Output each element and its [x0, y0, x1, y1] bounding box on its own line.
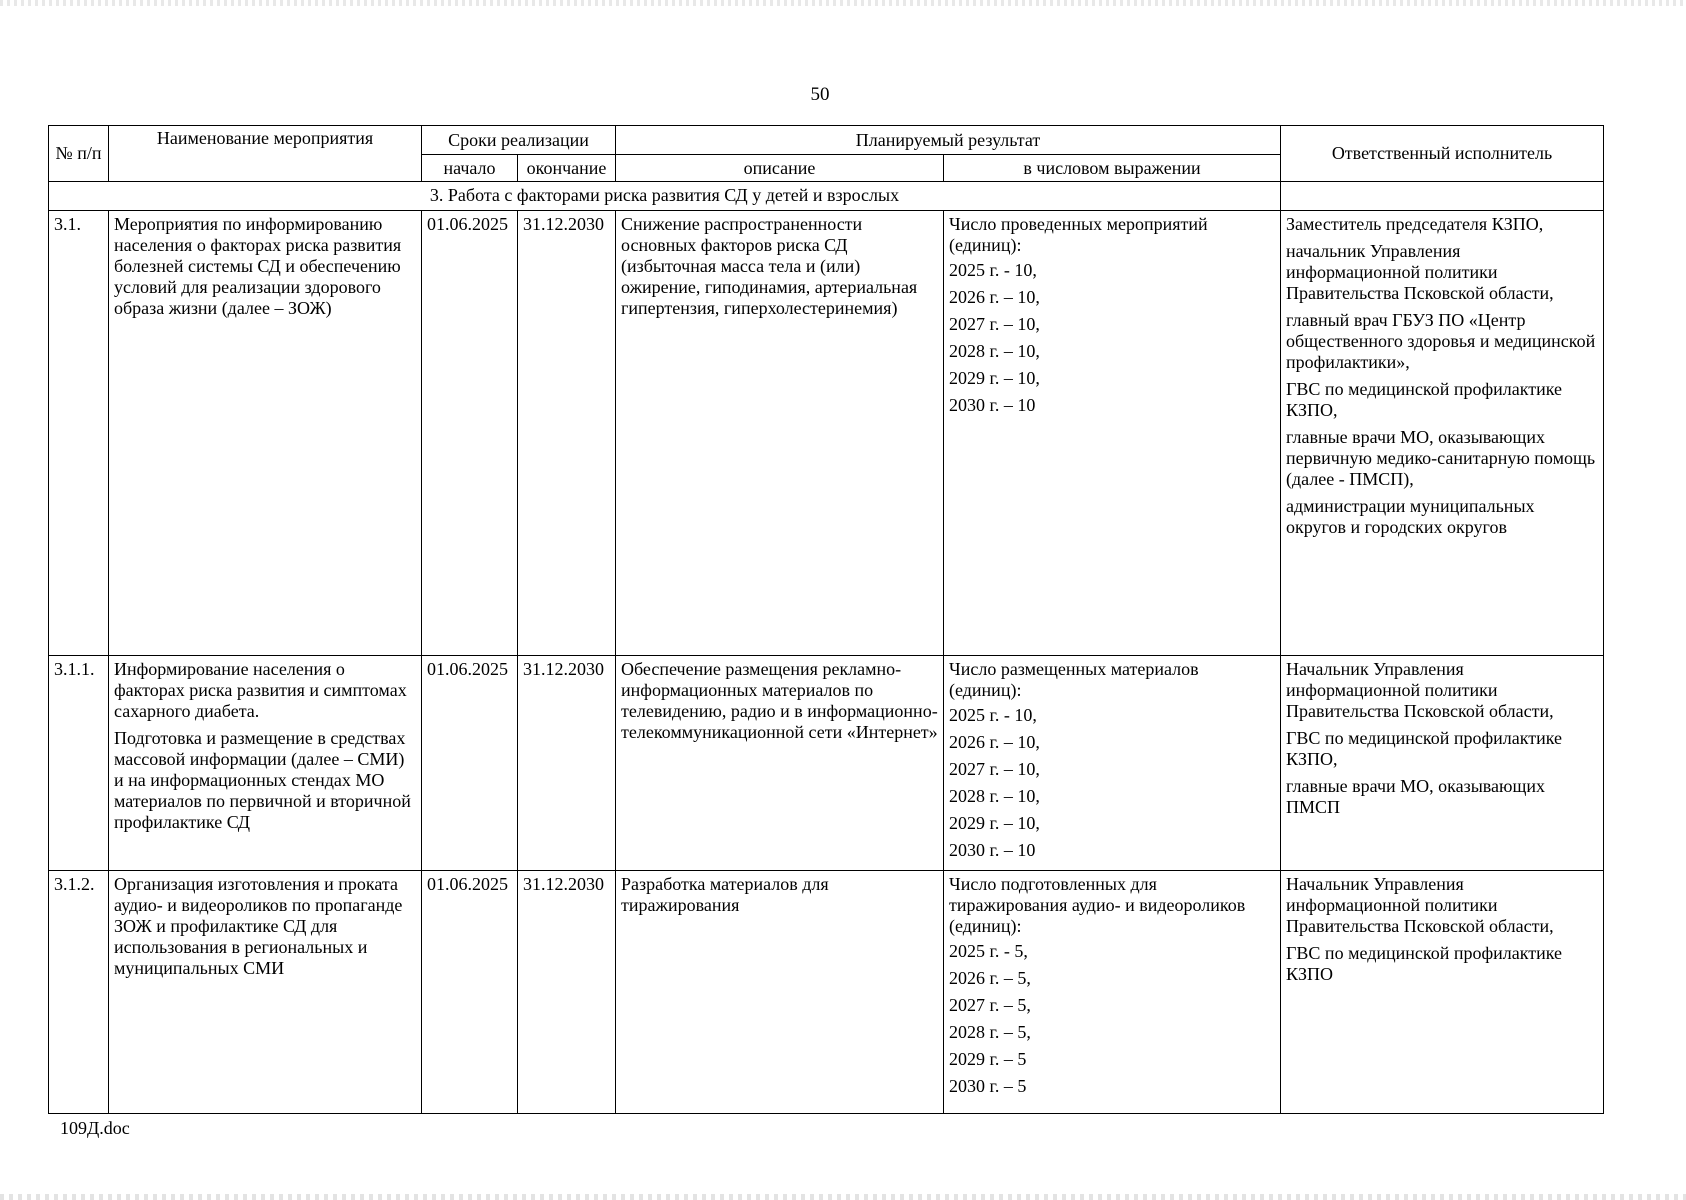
numeric-line: 2030 г. – 5 — [949, 1076, 1027, 1096]
row-description: Обеспечение размещения рекламно-информационных материалов по телевидению, радио и в информационно-телекоммуникационной сети «Интернет» — [616, 656, 944, 871]
section-row — [49, 182, 1604, 211]
numeric-line: 2026 г. – 5, — [949, 968, 1031, 988]
row-numeric — [944, 211, 1281, 656]
header-num: № п/п — [49, 126, 109, 182]
table-row — [49, 211, 1604, 656]
header-name: Наименование мероприятия — [109, 126, 422, 182]
row-start: 01.06.2025 — [422, 656, 518, 871]
row-name-paragraph: Подготовка и размещение в средствах массовой информации (далее – СМИ) и на информационных стендах МО материалов по первичной и вторичной профилактике СД — [114, 728, 411, 832]
section-empty-cell — [1281, 182, 1604, 211]
numeric-line: 2026 г. – 10, — [949, 732, 1040, 752]
header-result: Планируемый результат — [616, 126, 1281, 155]
numeric-line: 2026 г. – 10, — [949, 287, 1040, 307]
numeric-line: 2027 г. – 10, — [949, 759, 1040, 779]
numeric-line: 2028 г. – 10, — [949, 341, 1040, 361]
responsible-entry: ГВС по медицинской профилактике КЗПО, — [1286, 379, 1563, 420]
responsible-entry: главные врачи МО, оказывающих первичную медико-санитарную помощь (далее - ПМСП), — [1286, 427, 1596, 489]
header-description: описание — [616, 155, 944, 182]
row-end: 31.12.2030 — [518, 211, 616, 656]
numeric-line: 2025 г. - 10, — [949, 705, 1037, 725]
row-description: Разработка материалов для тиражирования — [616, 871, 944, 1114]
row-start: 01.06.2025 — [422, 871, 518, 1114]
numeric-line: Число подготовленных для тиражирования аудио- и видеороликов (единиц): — [949, 874, 1246, 936]
numeric-line: 2028 г. – 10, — [949, 786, 1040, 806]
responsible-entry: начальник Управления информационной политики Правительства Псковской области, — [1286, 241, 1554, 303]
row-num: 3.1.1. — [49, 656, 109, 871]
responsible-entry: ГВС по медицинской профилактике КЗПО, — [1286, 728, 1563, 769]
row-name-paragraph: Информирование населения о факторах риска развития и симптомах сахарного диабета. — [114, 659, 407, 721]
numeric-line: 2030 г. – 10 — [949, 840, 1036, 860]
table-row — [49, 656, 1604, 871]
responsible-entry: ГВС по медицинской профилактике КЗПО — [1286, 943, 1563, 984]
numeric-line: 2029 г. – 10, — [949, 368, 1040, 388]
responsible-entry: администрации муниципальных округов и городских округов — [1286, 496, 1535, 537]
numeric-line: 2027 г. – 5, — [949, 995, 1031, 1015]
plan-table — [48, 125, 1604, 1114]
scan-edge-top — [0, 0, 1686, 6]
row-name — [109, 656, 422, 871]
row-name-paragraph: Организация изготовления и проката аудио- и видеороликов по пропаганде ЗОЖ и профилактике СД для использования в региональных и муниципальных СМИ — [114, 874, 403, 978]
numeric-line: Число проведенных мероприятий (единиц): — [949, 214, 1208, 255]
row-start: 01.06.2025 — [422, 211, 518, 656]
row-responsible — [1281, 871, 1604, 1114]
numeric-line: Число размещенных материалов (единиц): — [949, 659, 1199, 700]
numeric-line: 2025 г. - 5, — [949, 941, 1028, 961]
footer-filename: 109Д.doc — [60, 1118, 130, 1138]
header-responsible: Ответственный исполнитель — [1281, 126, 1604, 182]
numeric-line: 2029 г. – 5 — [949, 1049, 1027, 1069]
row-num: 3.1.2. — [49, 871, 109, 1114]
row-end: 31.12.2030 — [518, 871, 616, 1114]
numeric-line: 2030 г. – 10 — [949, 395, 1036, 415]
numeric-line: 2029 г. – 10, — [949, 813, 1040, 833]
header-row-top — [49, 126, 1604, 155]
row-name-paragraph: Мероприятия по информированию населения о факторах риска развития болезней системы СД и обеспечению условий для реализации здорового образа жизни (далее – ЗОЖ) — [114, 214, 402, 318]
plan-table-container — [48, 125, 1603, 1114]
responsible-entry: Начальник Управления информационной политики Правительства Псковской области, — [1286, 659, 1554, 721]
header-numeric: в числовом выражении — [944, 155, 1281, 182]
numeric-line: 2028 г. – 5, — [949, 1022, 1031, 1042]
row-name — [109, 871, 422, 1114]
row-end: 31.12.2030 — [518, 656, 616, 871]
numeric-line: 2027 г. – 10, — [949, 314, 1040, 334]
responsible-entry: главные врачи МО, оказывающих ПМСП — [1286, 776, 1545, 817]
header-end: окончание — [518, 155, 616, 182]
numeric-line: 2025 г. - 10, — [949, 260, 1037, 280]
row-description: Снижение распространенности основных факторов риска СД (избыточная масса тела и (или) ожирение, гиподинамия, артериальная гипертензия, гиперхолестеринемия) — [616, 211, 944, 656]
header-start: начало — [422, 155, 518, 182]
responsible-entry: Заместитель председателя КЗПО, — [1286, 214, 1544, 234]
responsible-entry: Начальник Управления информационной политики Правительства Псковской области, — [1286, 874, 1554, 936]
row-responsible — [1281, 656, 1604, 871]
section-title: 3. Работа с факторами риска развития СД у детей и взрослых — [49, 182, 1281, 211]
row-numeric — [944, 871, 1281, 1114]
row-responsible — [1281, 211, 1604, 656]
scan-edge-bottom — [0, 1194, 1686, 1200]
header-timing: Сроки реализации — [422, 126, 616, 155]
row-numeric — [944, 656, 1281, 871]
page-number: 50 — [810, 84, 830, 105]
row-name — [109, 211, 422, 656]
row-num: 3.1. — [49, 211, 109, 656]
responsible-entry: главный врач ГБУЗ ПО «Центр общественного здоровья и медицинской профилактики», — [1286, 310, 1596, 372]
table-row — [49, 871, 1604, 1114]
